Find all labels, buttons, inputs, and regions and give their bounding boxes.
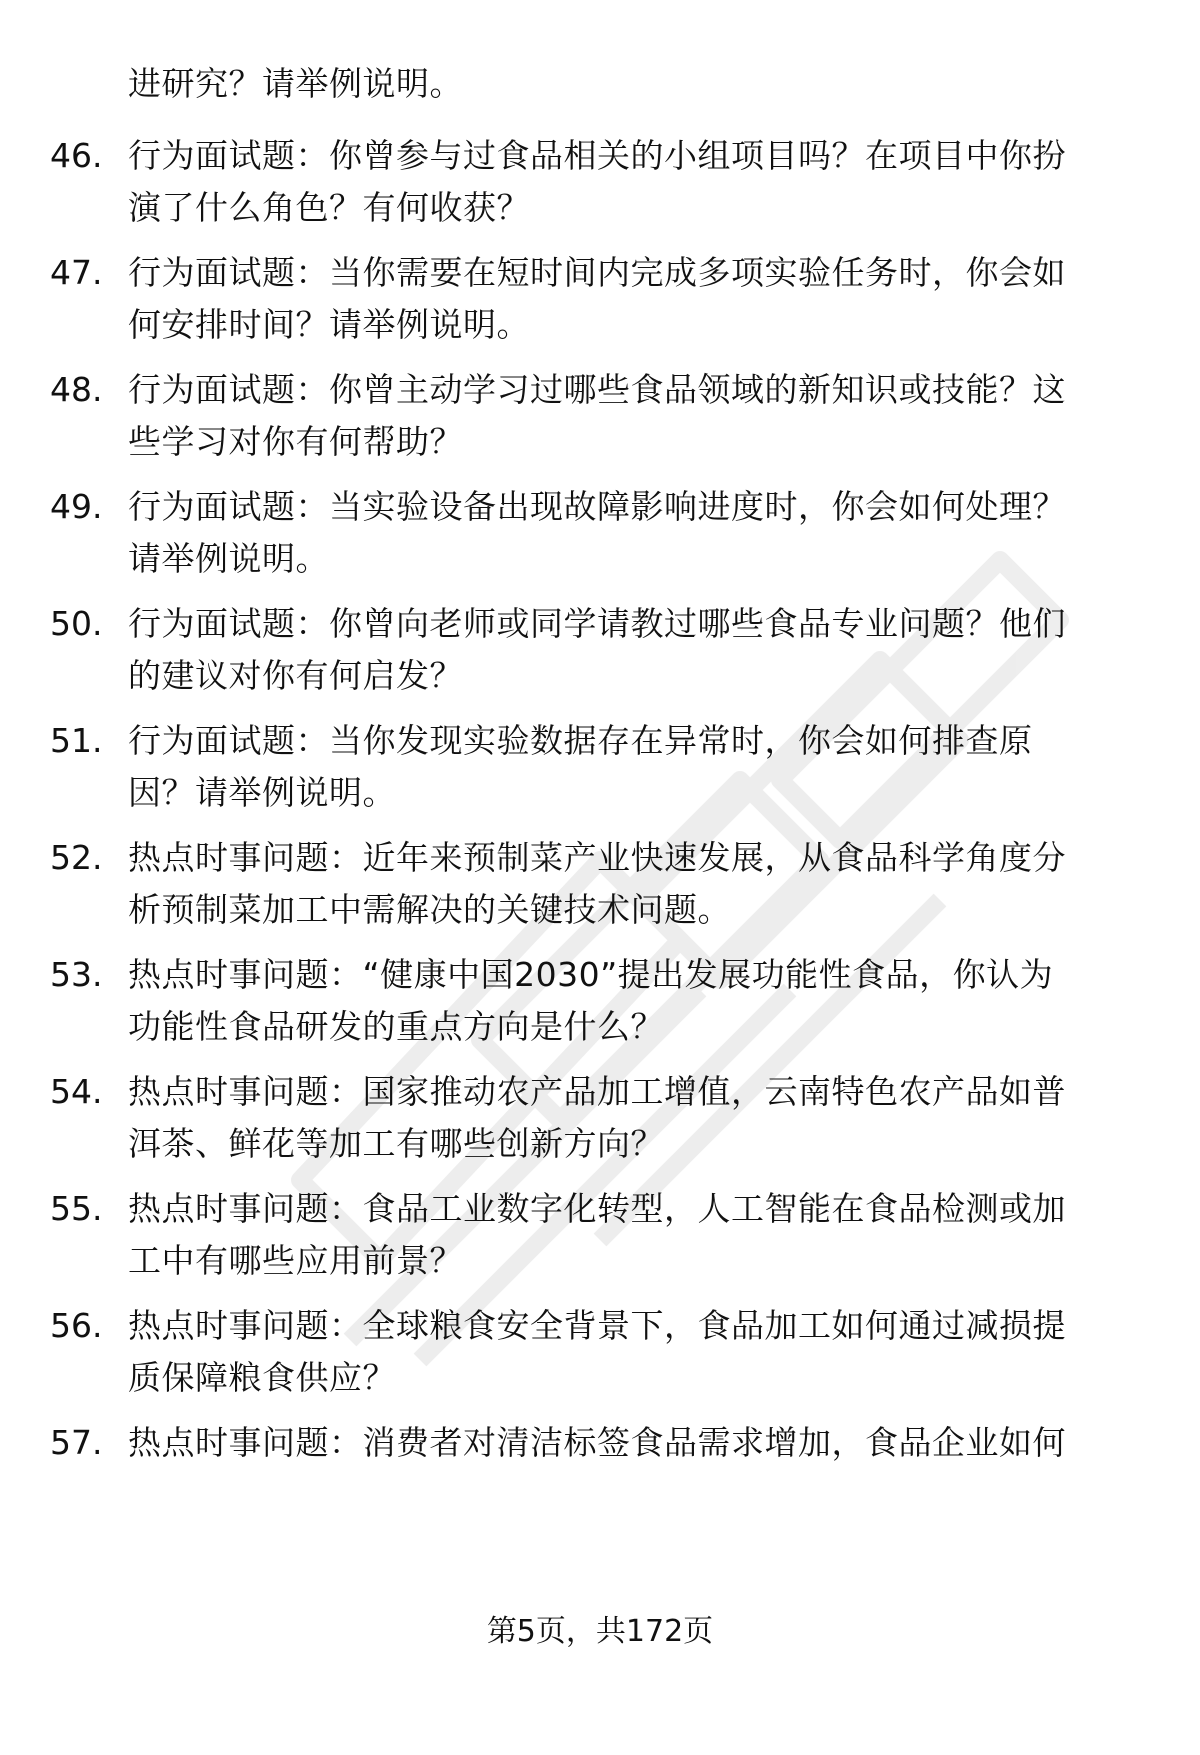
item-line: 热点时事问题：食品工业数字化转型，人工智能在食品检测或加 (128, 1189, 1066, 1228)
item-line: 行为面试题：当实验设备出现故障影响进度时，你会如何处理？ (128, 487, 1066, 526)
item-line: 的建议对你有何启发？ (128, 656, 463, 695)
item-line: 行为面试题：当你发现实验数据存在异常时，你会如何排查原 (128, 721, 1033, 760)
item-line: 热点时事问题：国家推动农产品加工增值，云南特色农产品如普 (128, 1072, 1066, 1111)
carry-over-text: 进研究？请举例说明。 (128, 64, 463, 103)
item-text (128, 1300, 1148, 1404)
item-number: 55. (50, 1189, 103, 1228)
item-number: 52. (50, 838, 103, 877)
page-footer: 第5页，共172页 (486, 1614, 714, 1649)
item-line: 热点时事问题：“健康中国2030”提出发展功能性食品，你认为 (128, 955, 1054, 994)
item-number: 47. (50, 253, 103, 292)
item-line: 行为面试题：你曾参与过食品相关的小组项目吗？在项目中你扮 (128, 136, 1066, 175)
item-number: 51. (50, 721, 103, 760)
item-text (128, 481, 1148, 585)
item-line: 热点时事问题：消费者对清洁标签食品需求增加，食品企业如何 (128, 1423, 1066, 1462)
item-line: 质保障粮食供应？ (128, 1358, 396, 1397)
item-text (128, 949, 1148, 1053)
item-line: 何安排时间？请举例说明。 (128, 305, 530, 344)
item-text (128, 598, 1148, 702)
item-number: 50. (50, 604, 103, 643)
item-text (128, 130, 1148, 234)
item-line: 行为面试题：当你需要在短时间内完成多项实验任务时，你会如 (128, 253, 1066, 292)
item-number: 53. (50, 955, 103, 994)
item-number: 56. (50, 1306, 103, 1345)
item-line: 析预制菜加工中需解决的关键技术问题。 (128, 890, 731, 929)
item-line: 工中有哪些应用前景？ (128, 1241, 463, 1280)
item-number: 46. (50, 136, 103, 175)
item-text (128, 364, 1148, 468)
item-text (128, 1066, 1148, 1170)
item-line: 行为面试题：你曾主动学习过哪些食品领域的新知识或技能？这 (128, 370, 1066, 409)
item-text (128, 1183, 1148, 1287)
item-line: 请举例说明。 (128, 539, 329, 578)
item-line: 热点时事问题：全球粮食安全背景下，食品加工如何通过减损提 (128, 1306, 1066, 1345)
item-text (128, 715, 1148, 819)
item-text (128, 832, 1148, 936)
item-line: 行为面试题：你曾向老师或同学请教过哪些食品专业问题？他们 (128, 604, 1066, 643)
item-text (128, 247, 1148, 351)
item-line: 热点时事问题：近年来预制菜产业快速发展，从食品科学角度分 (128, 838, 1066, 877)
item-number: 48. (50, 370, 103, 409)
item-number: 57. (50, 1423, 103, 1462)
item-line: 功能性食品研发的重点方向是什么？ (128, 1007, 664, 1046)
item-line: 演了什么角色？有何收获？ (128, 188, 530, 227)
item-line: 洱茶、鲜花等加工有哪些创新方向？ (128, 1124, 664, 1163)
item-text (128, 1417, 1148, 1469)
item-line: 些学习对你有何帮助？ (128, 422, 463, 461)
item-number: 49. (50, 487, 103, 526)
item-line: 因？请举例说明。 (128, 773, 396, 812)
item-number: 54. (50, 1072, 103, 1111)
